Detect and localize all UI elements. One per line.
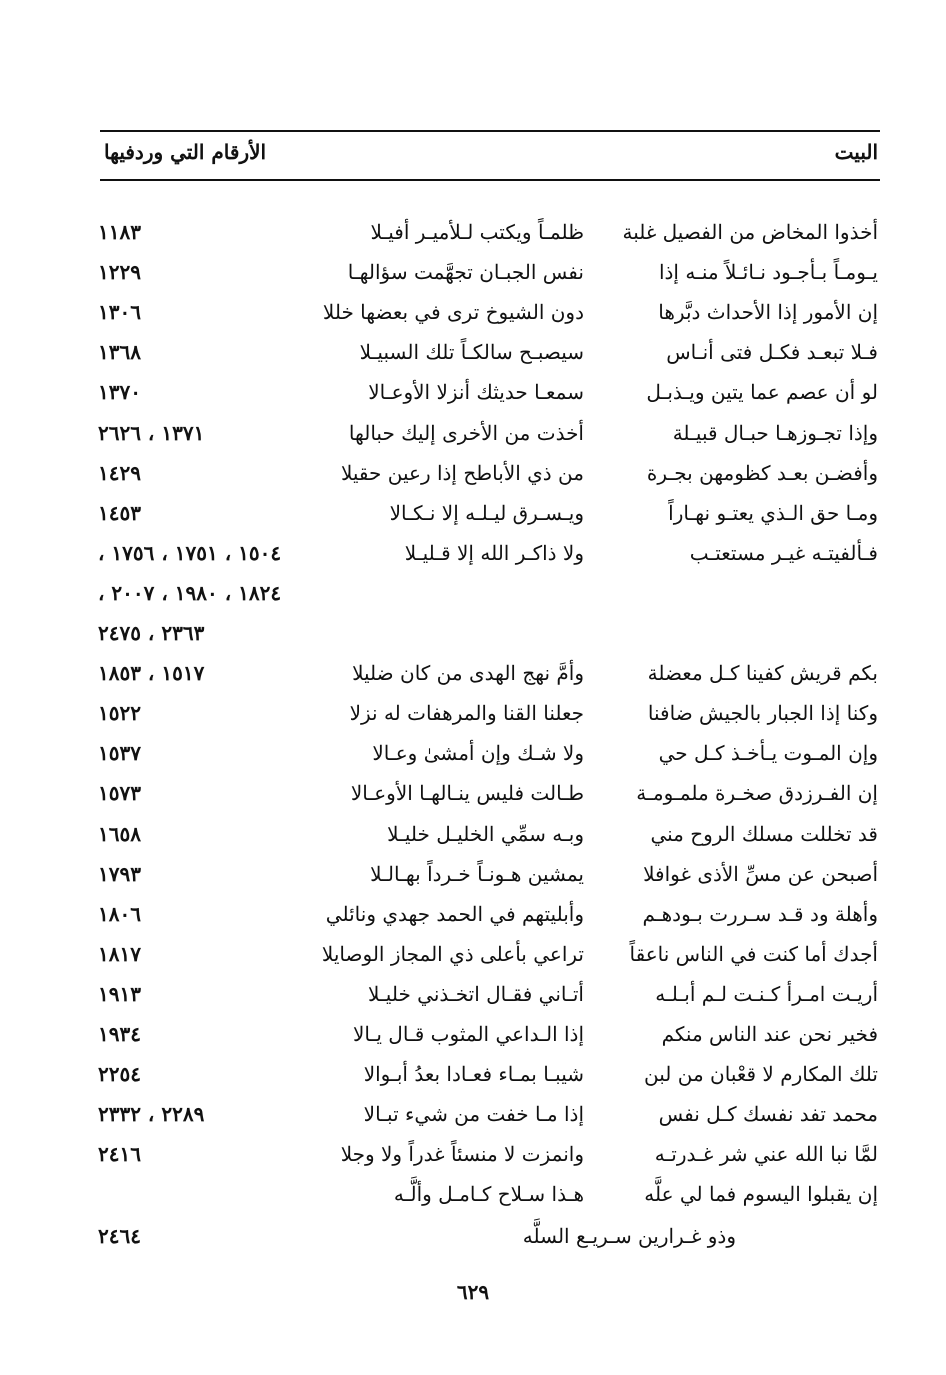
second-hemistich: هـذا سـلاح كـامـل وألَّـه — [393, 1182, 584, 1206]
verse-row — [0, 214, 946, 254]
reference-numbers: ١٣٧٠ — [98, 380, 141, 404]
first-hemistich: وكنا إذا الجبار بالجيش ضافنا — [647, 701, 878, 725]
verse-row — [0, 575, 946, 615]
first-hemistich: قد تخللت مسلك الروح مني — [650, 822, 878, 846]
reference-numbers: ١٦٥٨ — [98, 822, 141, 846]
header-rule — [100, 179, 880, 181]
verse-row — [0, 495, 946, 535]
second-hemistich: ويـسـرق ليـلـه إلا نـكـالا — [389, 501, 584, 525]
second-hemistich: وأبليتهم في الحمد جهدي ونائلي — [325, 902, 584, 926]
verse-row — [0, 334, 946, 374]
first-hemistich: وأفضـن بعـد كظومهن بجـرة — [646, 461, 878, 485]
second-hemistich: جعلنا القنا والمرهفات له نزلا — [349, 701, 584, 725]
verse-row — [0, 936, 946, 976]
second-hemistich: ولا ذاكـر الله إلا قـليـلا — [404, 541, 584, 565]
second-hemistich: نفس الجبـان تجهَّمت سؤالهـا — [347, 260, 584, 284]
first-hemistich: أخذوا المخاض من الفصيل غلبة — [622, 220, 878, 244]
first-hemistich: لو أن عصم عما يتين ويـذبـل — [646, 380, 878, 404]
second-hemistich: أتـاني فقـال اتخـذني خليـلا — [368, 982, 584, 1006]
first-hemistich: فخير نحن عند الناس منكم — [661, 1022, 878, 1046]
reference-numbers: ١٥٢٢ — [98, 701, 141, 725]
verse-row — [0, 896, 946, 936]
second-hemistich: سيصبـح سالكـاً تلك السبيـلا — [359, 340, 584, 364]
verse-row — [0, 415, 946, 455]
reference-numbers: ١٨٠٦ — [98, 902, 141, 926]
verse-row — [0, 856, 946, 896]
verse-row — [0, 1016, 946, 1056]
reference-numbers: ١٥٧٣ — [98, 781, 141, 805]
verse-row — [0, 1136, 946, 1176]
verse-row — [0, 735, 946, 775]
verse-row — [0, 1096, 946, 1136]
first-hemistich: أريـت امـرأ كـنـت لـم أبـلـه — [655, 982, 878, 1006]
verse-row — [0, 976, 946, 1016]
second-hemistich: إذا مـا خفت من شيء تبـالا — [363, 1102, 584, 1126]
verse-row — [0, 695, 946, 735]
first-hemistich: إن الأمور إذا الأحداث دبَّرها — [658, 300, 878, 324]
first-hemistich: وإن المـوت يـأخـذ كـل حي — [658, 741, 878, 765]
second-hemistich: دون الشيوخ ترى في بعضها خللا — [322, 300, 584, 324]
first-hemistich: إن يقبلوا اليسوم فما لي علَّه — [644, 1182, 878, 1206]
first-hemistich: بكم قريش كفينا كـل معضلة — [647, 661, 878, 685]
verse-centered: وذو غـرارين سـريـع السلَّه — [522, 1224, 736, 1248]
reference-numbers: ١٣٧١ ، ٢٦٢٦ — [98, 421, 205, 445]
second-hemistich: إذا الـداعي المثوب قـال يـالا — [353, 1022, 584, 1046]
reference-numbers: ١٧٩٣ — [98, 862, 141, 886]
page-number: ٦٢٩ — [456, 1280, 490, 1304]
first-hemistich: وأهلة ود قـد سـررت بـودهـم — [642, 902, 878, 926]
verse-row — [0, 615, 946, 655]
reference-numbers: ٢٣٦٣ ، ٢٤٧٥ — [98, 621, 205, 645]
first-hemistich: إن الفـرزدق صخـرة ملمـومـة — [636, 781, 878, 805]
second-hemistich: تراعي بأعلى ذي المجاز الوصايلا — [321, 942, 584, 966]
reference-numbers: ١٤٢٩ — [98, 461, 141, 485]
first-hemistich: فـلا تبعـد فكـل فتى أنـاس — [666, 340, 878, 364]
verse-row — [0, 775, 946, 815]
first-hemistich: يـومـاً بـأجـود نـائـلاً منـه إذا — [658, 260, 878, 284]
second-hemistich: وأمَّ نهج الهدى من كان ضليلا — [352, 661, 584, 685]
first-hemistich: أجدك أما كنت في الناس ناعقاً — [629, 942, 878, 966]
reference-numbers: ١٤٥٣ — [98, 501, 141, 525]
reference-numbers: ١٢٢٩ — [98, 260, 141, 284]
verse-row — [0, 1056, 946, 1096]
verse-row — [0, 535, 946, 575]
first-hemistich: محمد تفد نفسك كـل نفس — [658, 1102, 878, 1126]
reference-numbers: ١٣٦٨ — [98, 340, 141, 364]
reference-numbers: ١٩١٣ — [98, 982, 141, 1006]
second-hemistich: يمشين هـونـاً خـرداً بهـالـلا — [370, 862, 584, 886]
second-hemistich: من ذي الأباطح إذا رعين حقيلا — [340, 461, 584, 485]
verse-row — [0, 455, 946, 495]
verse-row — [0, 254, 946, 294]
second-hemistich: أخذت من الأخرى إليك حبالها — [348, 421, 584, 445]
reference-numbers: ٢٢٥٤ — [98, 1062, 141, 1086]
reference-numbers: ٢٢٨٩ ، ٢٣٣٢ — [98, 1102, 205, 1126]
second-hemistich: وبـه سمِّي الخليـل خليـلا — [387, 822, 584, 846]
reference-numbers: ١٩٣٤ — [98, 1022, 141, 1046]
reference-numbers: ١٨٢٤ ، ١٩٨٠ ، ٢٠٠٧ ، — [98, 581, 282, 605]
second-hemistich: طـالت فليس ينـالهـا الأوعـالا — [350, 781, 584, 805]
first-hemistich: أصبحن عن مسِّ الأذى غوافلا — [643, 862, 878, 886]
reference-numbers: ١٥٣٧ — [98, 741, 141, 765]
reference-numbers: ٢٤١٦ — [98, 1142, 141, 1166]
verse-row — [0, 655, 946, 695]
header-numbers: الأرقام التي وردفيها — [104, 140, 267, 164]
top-rule — [100, 130, 880, 132]
verse-row — [0, 816, 946, 856]
verse-row — [0, 294, 946, 334]
header-verse: البيت — [834, 140, 878, 164]
second-hemistich: وانمزت لا منسئاً غدراً ولا وجلا — [340, 1142, 584, 1166]
first-hemistich: فـألفيتـه غيـر مستعتـب — [689, 541, 878, 565]
reference-numbers: ١٥٠٤ ، ١٧٥١ ، ١٧٥٦ ، — [98, 541, 282, 565]
reference-numbers: ١٨١٧ — [98, 942, 141, 966]
reference-numbers: ١٣٠٦ — [98, 300, 141, 324]
first-hemistich: تلك المكارم لا قعْبان من لبن — [644, 1062, 878, 1086]
first-hemistich: وإذا تجـوزهـا حبـال قبيـلة — [672, 421, 878, 445]
second-hemistich: ولا شـك وإن أمشىٰ وعـالا — [372, 741, 584, 765]
second-hemistich: ظلمـاً ويكتب لـلأميـر أفيـلا — [370, 220, 584, 244]
verse-row — [0, 1176, 946, 1216]
reference-numbers: ١١٨٣ — [98, 220, 141, 244]
verse-row — [0, 374, 946, 414]
verse-row-last — [0, 1218, 946, 1258]
first-hemistich: ومـا حق الـذي يعتـو نهـاراً — [668, 501, 878, 525]
second-hemistich: شيبـا بمـاء فعـادا بعدُ أبـوالا — [363, 1062, 584, 1086]
first-hemistich: لمَّا نبا الله عني شر غـدرتـه — [654, 1142, 878, 1166]
second-hemistich: سمعـا حديثك أنزلا الأوعـالا — [368, 380, 584, 404]
reference-numbers: ٢٤٦٤ — [98, 1224, 141, 1248]
reference-numbers: ١٥١٧ ، ١٨٥٣ — [98, 661, 205, 685]
